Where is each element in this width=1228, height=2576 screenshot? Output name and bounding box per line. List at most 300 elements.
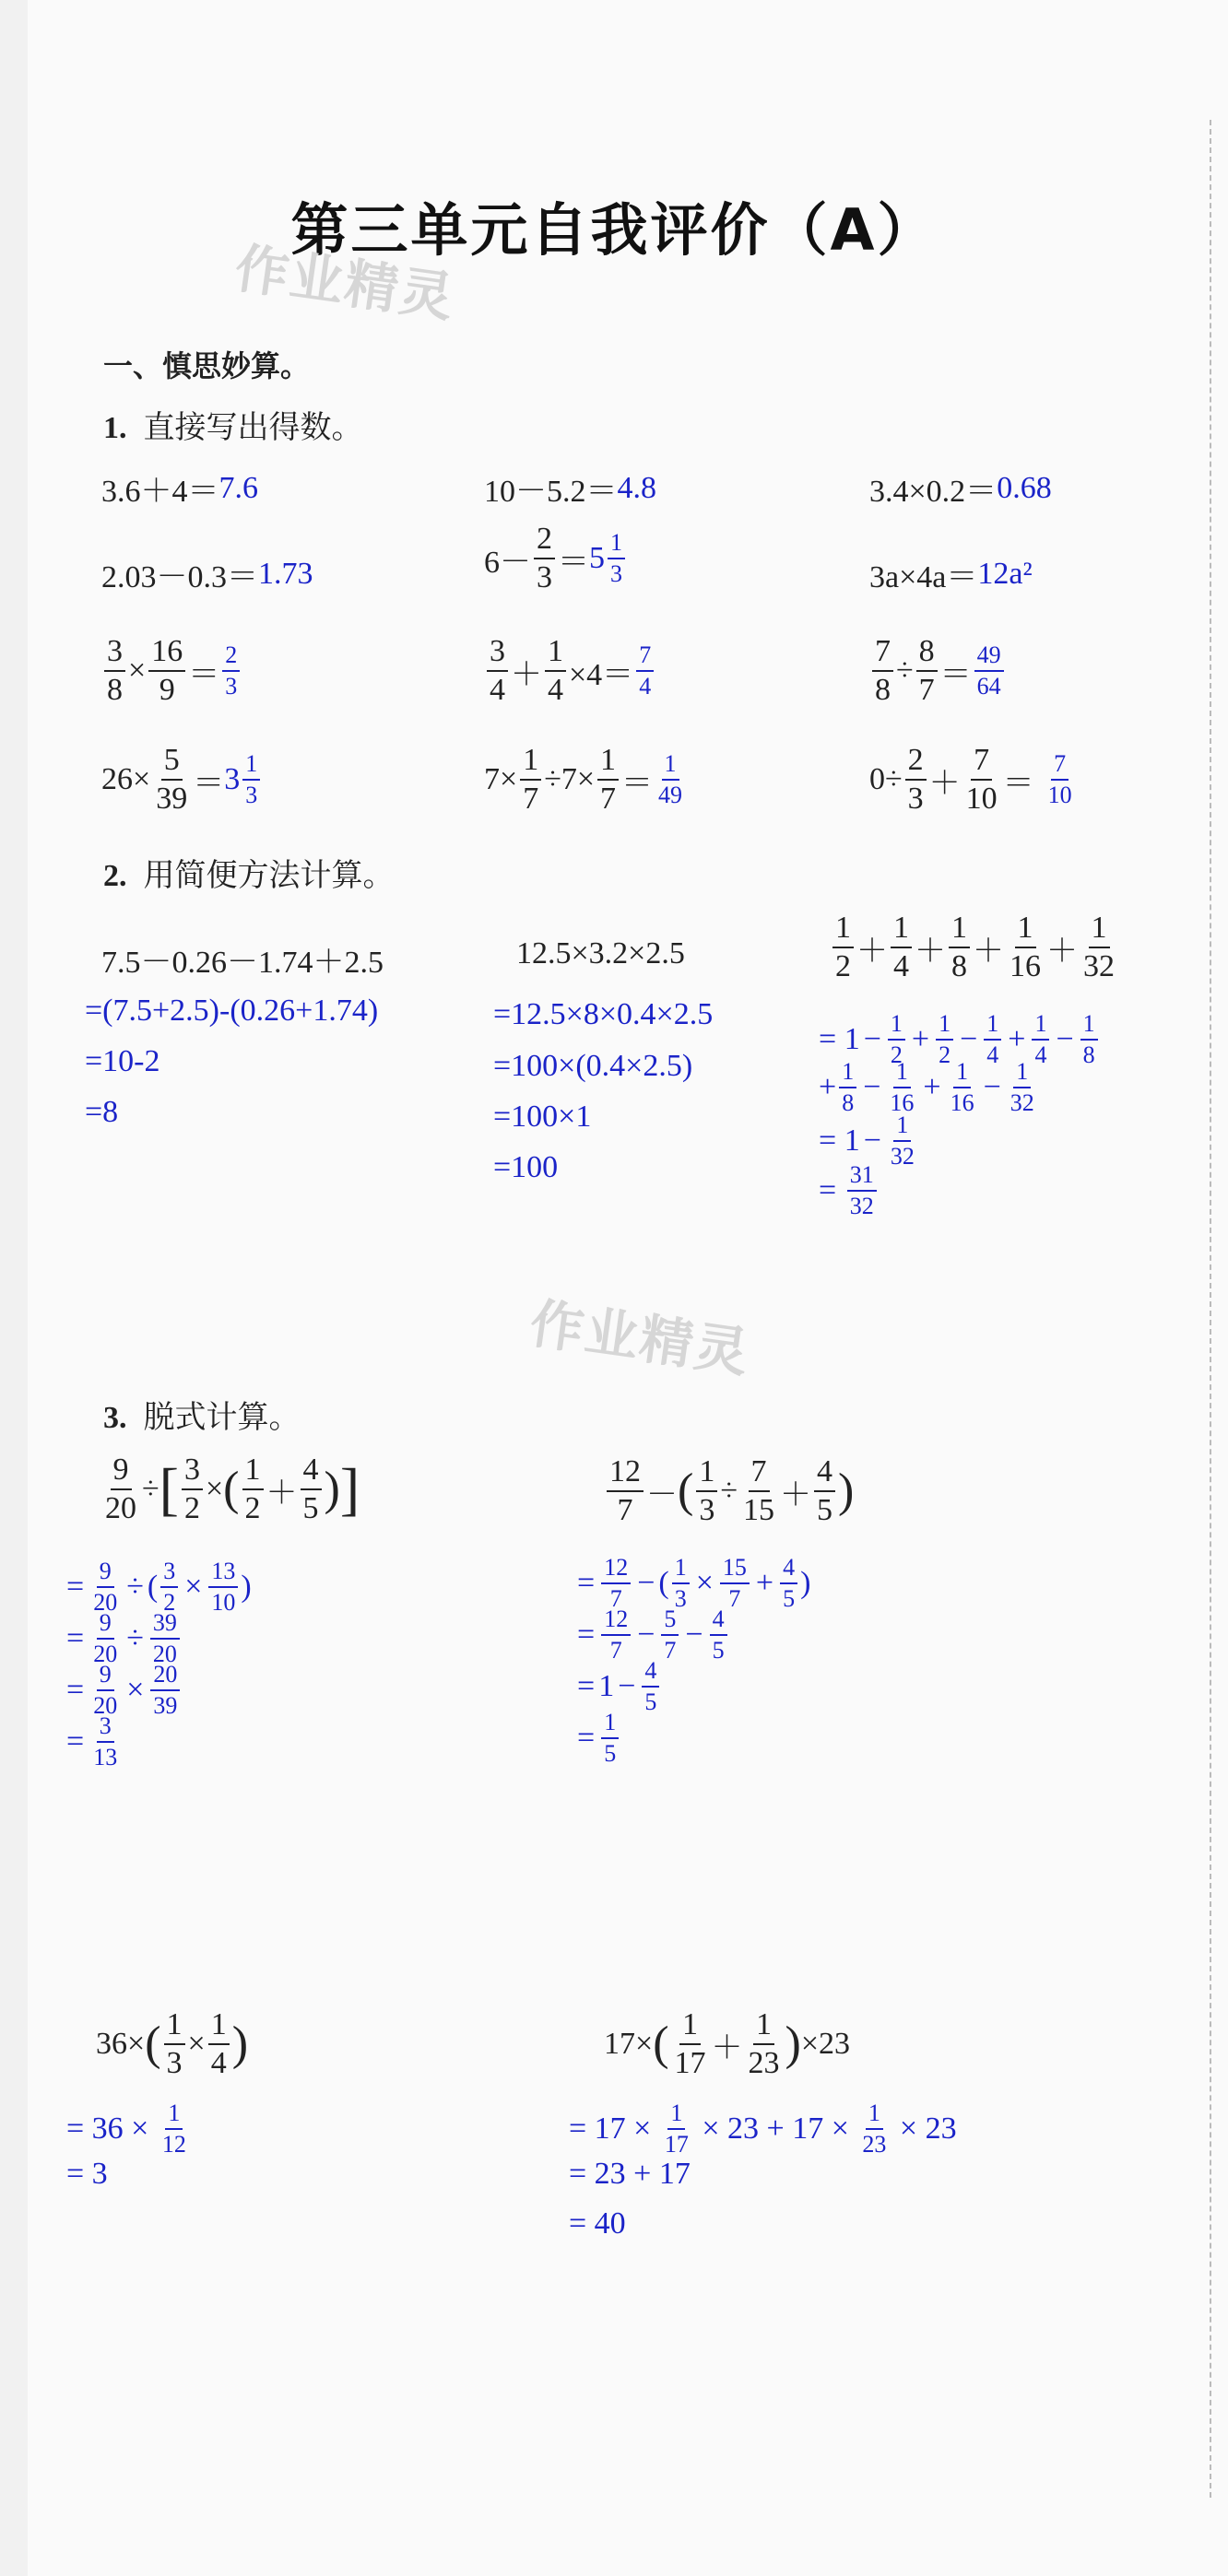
fraction	[148, 636, 185, 706]
math-token: × 23	[899, 2111, 957, 2146]
calc3-2-step	[573, 1659, 662, 1714]
math-token: 64	[976, 673, 1001, 700]
answer: 1.73	[258, 556, 313, 591]
fraction	[905, 745, 927, 815]
math-token: 7	[1051, 752, 1069, 781]
fraction	[182, 1454, 203, 1524]
math-token: 用简便方法计算。	[143, 857, 395, 894]
fraction	[607, 1456, 644, 1526]
math-token: (	[145, 2017, 161, 2070]
math-token: +	[1008, 1022, 1026, 1056]
math-token: 36×	[96, 2027, 146, 2061]
fraction	[90, 1559, 120, 1615]
calc3-4-question	[604, 2009, 850, 2079]
math-token: 20	[93, 1641, 118, 1667]
math-token: ×4＝	[569, 657, 634, 692]
answer: 4.8	[617, 470, 656, 505]
math-token: 8	[951, 949, 967, 983]
math-token: 4	[301, 1454, 322, 1490]
math-token: ]	[339, 1456, 360, 1522]
fraction	[487, 636, 508, 706]
calc3-1-step	[63, 1559, 252, 1615]
math-token: 4	[210, 2046, 227, 2080]
math-token: 1	[866, 2101, 883, 2130]
math-token: 7	[600, 782, 617, 816]
math-token: 1	[164, 2009, 185, 2045]
math-token: 10－5.2＝	[484, 475, 618, 509]
math-token: =	[66, 1673, 85, 1707]
math-token: ÷	[126, 1621, 144, 1655]
math-token: −	[863, 1070, 881, 1104]
math-token: 5	[161, 745, 183, 781]
fraction	[520, 745, 541, 815]
math-token: 17	[674, 2046, 706, 2080]
calc3-1-step	[63, 1663, 183, 1718]
math-token: )	[785, 2017, 801, 2070]
fraction	[90, 1714, 120, 1770]
fraction	[1032, 1012, 1049, 1067]
math-token: 7	[664, 1637, 677, 1664]
math-token: 1	[598, 1669, 615, 1703]
calc3-4-step: = 23 + 17	[569, 2157, 691, 2191]
math-token: 1	[667, 2101, 685, 2130]
math-token: 3	[699, 1493, 715, 1527]
fraction	[814, 1456, 835, 1526]
math-token: 4	[548, 673, 563, 707]
math-token: 15	[743, 1493, 774, 1527]
math-token: 2	[890, 1041, 903, 1068]
math-token: 9	[159, 673, 175, 707]
math-token: 8	[107, 673, 123, 707]
math-token: =	[577, 1566, 596, 1600]
math-token: )	[800, 1566, 811, 1600]
math-token: 1	[1080, 1012, 1098, 1041]
math-token: 10	[211, 1589, 236, 1616]
math-token: ＝	[558, 545, 589, 580]
fraction	[90, 1663, 120, 1718]
math-token: 1	[672, 1556, 690, 1584]
math-token: 1	[608, 531, 625, 559]
math-token: 1	[1013, 1060, 1031, 1088]
math-token: 20	[152, 1641, 177, 1667]
math-token: ＋	[711, 2030, 743, 2065]
fraction	[150, 1663, 180, 1718]
fraction	[104, 636, 125, 706]
math-token: −	[863, 1022, 881, 1056]
fraction	[936, 1012, 953, 1067]
fraction	[780, 1556, 797, 1611]
answer-fraction	[974, 643, 1004, 699]
math-token: 15	[720, 1556, 750, 1584]
fraction	[150, 1611, 180, 1666]
math-token: ＋	[780, 1477, 811, 1512]
math-token: 2	[183, 1491, 200, 1525]
math-token: 1	[893, 1060, 911, 1088]
problem-number: 1.	[103, 411, 127, 445]
math-token: 1	[545, 636, 566, 672]
math-token: 3.4×0.2＝	[869, 475, 998, 509]
math-token: =	[577, 1669, 596, 1703]
fraction	[696, 1456, 717, 1526]
math-token: 1	[662, 752, 679, 781]
math-token: [	[159, 1456, 179, 1522]
calc3-1-question	[100, 1454, 360, 1524]
math-token: ×23	[800, 2027, 851, 2061]
math-token: =	[66, 1570, 85, 1604]
problem-text: 直接写出得数。	[143, 409, 363, 446]
math-token: +	[911, 1022, 930, 1056]
math-token: ÷	[142, 1472, 159, 1506]
math-token: 17×	[604, 2027, 654, 2061]
math-token: 1	[696, 1456, 717, 1492]
math-token: 32	[849, 1193, 874, 1219]
math-token: ×	[695, 1566, 714, 1600]
math-token: 4	[986, 1041, 999, 1068]
fraction	[153, 745, 190, 815]
math-token: = 17 ×	[569, 2111, 652, 2146]
fraction	[872, 636, 893, 706]
math-token: 20	[93, 1589, 118, 1616]
fraction	[164, 2009, 185, 2079]
calc-r4c	[869, 745, 1078, 815]
math-token: 3a×4a＝	[869, 560, 978, 594]
math-token: 7×	[484, 762, 518, 796]
fraction	[887, 1060, 916, 1115]
math-token: 12	[601, 1556, 631, 1584]
math-token: 1	[597, 745, 619, 781]
math-token: (	[147, 1570, 159, 1604]
math-token: 1	[242, 1454, 264, 1490]
math-token: ＋	[266, 1476, 298, 1511]
fraction	[746, 2009, 783, 2079]
math-token: 10	[965, 782, 998, 816]
calc2-2-step: =12.5×8×0.4×2.5	[493, 997, 714, 1031]
math-token: 7	[636, 643, 654, 672]
calc2-3-step	[819, 1163, 880, 1218]
math-token: 1	[1089, 912, 1110, 948]
problem-number: 3.	[103, 1401, 127, 1435]
watermark: 作业精灵	[230, 236, 459, 330]
problem-1-heading	[103, 402, 363, 447]
math-token: ×	[187, 2027, 206, 2061]
math-token: 32	[890, 1143, 915, 1170]
math-token: 5	[712, 1637, 725, 1664]
math-token: =	[819, 1173, 837, 1207]
calc2-2-step: =100×1	[493, 1100, 592, 1134]
math-token: 3	[104, 636, 125, 672]
fraction	[1080, 1012, 1098, 1067]
fraction	[839, 1060, 856, 1115]
math-token: 13	[208, 1559, 238, 1588]
answer-fraction	[222, 643, 240, 699]
calc-r3a	[101, 636, 242, 706]
math-token: 12	[161, 2131, 186, 2158]
answer: 5	[589, 541, 605, 575]
math-token: 39	[153, 1692, 178, 1719]
math-token: 2	[163, 1589, 176, 1616]
calc-r3b	[484, 636, 656, 706]
math-token: = 36 ×	[66, 2111, 149, 2146]
math-token: 3	[907, 782, 924, 816]
watermark-2: 作业精灵	[525, 1291, 754, 1385]
math-token: 7	[523, 782, 539, 816]
fraction	[891, 912, 912, 982]
math-token: ＋	[1046, 934, 1078, 969]
math-token: 2	[244, 1491, 261, 1525]
math-token: 3	[224, 762, 241, 796]
math-token: 49	[974, 643, 1004, 672]
math-token: (	[653, 2017, 669, 2070]
calc3-1-step	[63, 1714, 123, 1770]
math-token: 2.03－0.3＝	[101, 560, 258, 594]
fraction	[160, 1559, 178, 1615]
math-token: 7	[749, 1456, 770, 1492]
math-token: 5	[783, 1585, 796, 1612]
math-token: ＝	[621, 766, 654, 801]
math-token: 1	[1032, 1012, 1049, 1041]
math-token: 17	[664, 2131, 689, 2158]
fraction	[601, 1711, 619, 1766]
calc-r1b	[484, 465, 656, 511]
math-token: −	[960, 1022, 978, 1056]
math-token: 1	[893, 1113, 911, 1142]
calc-r2a	[101, 551, 313, 596]
math-token: 1	[839, 1060, 856, 1088]
math-token: 31	[847, 1163, 877, 1192]
math-token: 7	[609, 1585, 622, 1612]
math-token: 32	[1010, 1089, 1034, 1116]
fraction	[642, 1659, 659, 1714]
math-token: 4	[639, 673, 652, 700]
math-token: )	[231, 2017, 249, 2070]
calc2-1-step: =8	[85, 1095, 119, 1129]
math-token: 4	[710, 1607, 727, 1636]
math-token: 1	[949, 912, 970, 948]
math-token: 2	[534, 523, 555, 559]
math-token: 8	[842, 1089, 855, 1116]
math-token: −	[637, 1566, 655, 1600]
math-token: 3	[182, 1454, 203, 1490]
math-token: ＝	[188, 657, 220, 692]
calc2-2-step: =100×(0.4×2.5)	[493, 1049, 693, 1083]
calc2-1-question: 7.5－0.26－1.74＋2.5	[101, 946, 384, 980]
calc-r2c	[869, 551, 1033, 596]
math-token: 8	[1082, 1041, 1095, 1068]
math-token: 7	[918, 673, 935, 707]
math-token: (	[678, 1464, 694, 1517]
math-token: +	[819, 1070, 837, 1104]
calc3-3-step: = 3	[66, 2157, 108, 2191]
calc3-2-step	[573, 1556, 810, 1611]
math-token: 23	[862, 2131, 887, 2158]
math-token: (	[223, 1463, 240, 1515]
fraction	[672, 1556, 690, 1611]
math-token: 10	[1047, 782, 1072, 808]
math-token: 1	[984, 1012, 1001, 1041]
math-token: −	[863, 1123, 881, 1158]
math-token: ＝	[1002, 766, 1034, 801]
math-token: 9	[97, 1663, 114, 1691]
calc-r3c	[869, 636, 1007, 706]
math-token: −	[637, 1617, 655, 1652]
math-token: 5	[604, 1740, 617, 1767]
calc3-2-step	[573, 1607, 730, 1663]
math-token: 4	[642, 1659, 659, 1688]
fraction	[672, 2009, 709, 2079]
calc3-4-step	[569, 2101, 957, 2157]
fraction	[948, 1060, 977, 1115]
math-token: 1	[679, 2009, 701, 2045]
math-token: )	[838, 1464, 855, 1517]
math-token: 4	[893, 949, 909, 983]
math-token: 1	[520, 745, 541, 781]
fraction	[90, 1611, 120, 1666]
calc2-2-step: =100	[493, 1150, 559, 1184]
math-token: 5	[661, 1607, 679, 1636]
math-token: ＝	[193, 766, 225, 801]
math-token: 4	[1034, 1041, 1047, 1068]
answer-fraction	[242, 752, 260, 807]
math-token: ÷	[720, 1474, 738, 1508]
fraction	[534, 523, 555, 594]
math-token: 8	[916, 636, 938, 672]
math-token: 9	[97, 1559, 114, 1588]
answer: 12a²	[977, 556, 1033, 591]
math-token: 1	[888, 1012, 905, 1041]
math-token: 5	[644, 1688, 657, 1715]
math-token: 23	[748, 2046, 780, 2080]
math-token: 1	[844, 1123, 860, 1158]
math-token: 1	[953, 1060, 971, 1088]
math-token: 3	[537, 560, 552, 594]
page-title: 第三单元自我评价（A）	[290, 196, 938, 264]
math-token: 1	[936, 1012, 953, 1041]
math-token: 2	[222, 643, 240, 672]
math-token: 6－	[484, 545, 531, 580]
fraction	[710, 1607, 727, 1663]
math-token: 39	[156, 782, 188, 816]
math-token: 49	[658, 782, 683, 808]
math-token: 1	[208, 2009, 230, 2045]
problem-2-heading	[103, 850, 395, 895]
answer-fraction	[608, 531, 625, 586]
fraction	[832, 912, 854, 982]
math-token: 脱式计算。	[143, 1399, 301, 1436]
calc-r2b	[484, 523, 628, 594]
answer-fraction	[655, 752, 685, 807]
problem-number: 2.	[103, 859, 127, 893]
math-token: 3	[610, 560, 622, 587]
answer: 0.68	[997, 470, 1052, 505]
math-token: =	[66, 1724, 85, 1759]
fraction	[597, 745, 619, 815]
math-token: =	[577, 1721, 596, 1755]
calc-r4a	[101, 745, 263, 815]
math-token: ÷	[896, 653, 914, 688]
math-token: 3	[674, 1585, 687, 1612]
math-token: +	[923, 1070, 941, 1104]
math-token: −	[685, 1617, 703, 1652]
math-token: 1	[242, 752, 260, 781]
math-token: 4	[490, 673, 505, 707]
fraction	[601, 1607, 631, 1663]
calc2-3-question	[830, 912, 1120, 982]
fraction	[949, 912, 970, 982]
answer-fraction	[636, 643, 654, 699]
math-token: 7	[728, 1585, 741, 1612]
calc3-3-question	[96, 2009, 248, 2079]
fraction	[916, 636, 938, 706]
calc2-3-step	[819, 1060, 1040, 1115]
math-token: =	[66, 1621, 85, 1655]
math-token: ＋	[856, 934, 888, 969]
fraction	[301, 1454, 322, 1524]
math-token: 3.6＋4＝	[101, 475, 219, 509]
math-token: ＋	[511, 657, 542, 692]
math-token: 16	[148, 636, 185, 672]
calc3-2-step	[573, 1711, 621, 1766]
binding-dashed-line	[1210, 120, 1211, 2498]
math-token: ×	[126, 1673, 145, 1707]
math-token: 4	[780, 1556, 797, 1584]
calc3-3-step	[66, 2101, 192, 2157]
math-token: 3	[160, 1559, 178, 1588]
math-token: 1	[753, 2009, 774, 2045]
fraction	[740, 1456, 777, 1526]
math-token: 1	[601, 1711, 619, 1739]
fraction	[859, 2101, 889, 2157]
fraction	[661, 1607, 679, 1663]
math-token: )	[324, 1463, 340, 1515]
math-token: ＋	[973, 934, 1004, 969]
math-token: 12	[607, 1456, 644, 1492]
math-token: ＋	[915, 934, 946, 969]
math-token: (	[658, 1566, 669, 1600]
calc-r1a	[101, 465, 258, 511]
math-token: 7	[609, 1637, 622, 1664]
calc-r4b	[484, 745, 688, 815]
math-token: 2	[905, 745, 927, 781]
page-left-edge	[0, 0, 28, 2576]
math-token: 3	[245, 782, 258, 808]
math-token: 32	[1083, 949, 1115, 983]
math-token: 0÷	[869, 762, 903, 796]
math-token: 1	[165, 2101, 183, 2130]
calc-r1c	[869, 465, 1052, 511]
math-token: × 23 + 17 ×	[702, 2111, 849, 2146]
math-token: 20	[150, 1663, 180, 1691]
calc3-2-question	[604, 1456, 854, 1526]
math-token: 39	[150, 1611, 180, 1640]
math-token: 16	[890, 1089, 915, 1116]
fraction	[208, 1559, 238, 1615]
fraction	[984, 1012, 1001, 1067]
calc3-1-step	[63, 1611, 183, 1666]
math-token: 2	[939, 1041, 951, 1068]
fraction	[1008, 1060, 1037, 1115]
math-token: 4	[814, 1456, 835, 1492]
math-token: 1	[891, 912, 912, 948]
math-token: +	[755, 1566, 774, 1600]
math-token: 16	[1010, 949, 1041, 983]
math-token: 2	[835, 949, 851, 983]
math-token: 26×	[101, 762, 151, 796]
fraction	[662, 2101, 691, 2157]
problem-3-heading	[103, 1392, 301, 1437]
math-token: 7	[872, 636, 893, 672]
math-token: 5	[302, 1491, 319, 1525]
math-token: 13	[93, 1744, 118, 1770]
